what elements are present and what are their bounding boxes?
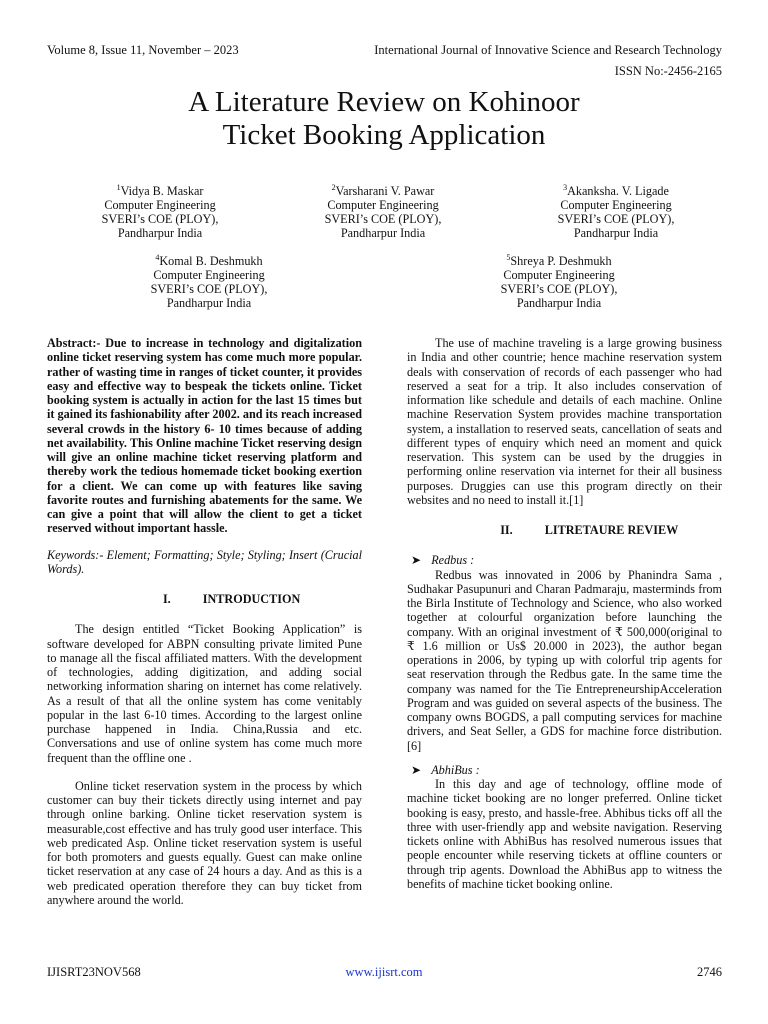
author-1-place: Pandharpur India: [117, 226, 203, 241]
author-2-index: 2: [331, 183, 336, 192]
author-5-index: 5: [506, 253, 511, 262]
section-literature-heading: [407, 523, 722, 537]
author-5-inst: SVERI’s COE (PLOY),: [500, 282, 618, 297]
redbus-heading-text: Redbus :: [431, 553, 475, 568]
author-3-name: Akanksha. V. Ligade: [567, 184, 669, 199]
arrow-bullet-icon: ➤: [411, 762, 422, 777]
abhibus-heading: [407, 763, 722, 777]
author-3-index: 3: [563, 183, 568, 192]
section-1-title: INTRODUCTION: [202, 592, 301, 606]
author-4-place: Pandharpur India: [166, 296, 252, 311]
author-4-dept: Computer Engineering: [153, 268, 265, 283]
author-1-name: Vidya B. Maskar: [120, 184, 204, 199]
journal-name: International Journal of Innovative Science and Research Technology: [374, 43, 722, 57]
paper-code: IJISRT23NOV568: [47, 965, 141, 979]
paper-title: [0, 86, 768, 152]
arrow-bullet-icon: ➤: [411, 553, 422, 568]
author-3-inst: SVERI’s COE (PLOY),: [557, 212, 675, 227]
intro-paragraph-2: Online ticket reservation system in the process by which customer can buy their tickets directly using internet and pay through online barking. Online ticket reservation system is measurable,cost effective and has truly good user interface. This web predicated Asp. Online ticket reservation system is useful for both promoters and guests equally. Guest can make online ticket reservation at any case of 24 hours a day. And as this is a web predicated operation therefore they can buy ticket from anywhere around the world.: [47, 778, 362, 907]
section-1-number: I.: [162, 592, 171, 606]
section-introduction-heading: [47, 592, 362, 606]
author-2: [283, 181, 483, 240]
author-2-name: Varsharani V. Pawar: [335, 184, 435, 199]
abstract: Abstract:- Due to increase in technology and digitalization online ticket reserving system has come much more popular. rather of wasting time in ranges of ticket counter, it provides easy and effective way to bespeak the tickets online. Ticket booking system is actually in action for the last 15 times but it gained its fashionability after 2002. and its reach increased several crowds in the history 6- 10 times because of adding net availability. This Online machine Ticket reserving design will give an online machine ticket reserving platform and thereby work the tedious homemade ticket booking exertion for a client. We can come up with features like saving favorite routes and furnishing abatements for the same. We can give a point that will allow the client to get a ticket reserved without important hassle.: [47, 336, 362, 536]
keywords: Keywords:- Element; Formatting; Style; Styling; Insert (Crucial Words).: [47, 547, 362, 576]
redbus-heading: [407, 553, 722, 567]
right-paragraph-1: The use of machine traveling is a large growing business in India and other countrie; hence machine reservation system deals with conservation of records of each passenger who had reserved a seat for a trip. It also includes conservation of information like schedule and details of each machine. Online machine Reservation System provides machine transportation system, a installation to reserved seats, cancellation of seats and different types of enquiry which need an moment and quick reservation. This system can be used by the druggies in performing online reservation via internet for their all business purposes. Druggies can use this program directly on their websites and no need to install it.[1]: [407, 336, 722, 507]
author-5-name: Shreya P. Deshmukh: [510, 254, 612, 269]
author-5-place: Pandharpur India: [516, 296, 602, 311]
author-1-dept: Computer Engineering: [104, 198, 216, 213]
author-4: [109, 251, 309, 310]
author-1-index: 1: [116, 183, 121, 192]
author-1: [60, 181, 260, 240]
author-5-dept: Computer Engineering: [503, 268, 615, 283]
author-3: [516, 181, 716, 240]
author-1-inst: SVERI’s COE (PLOY),: [101, 212, 219, 227]
issn: ISSN No:-2456-2165: [614, 64, 722, 78]
author-4-inst: SVERI’s COE (PLOY),: [150, 282, 268, 297]
author-2-place: Pandharpur India: [340, 226, 426, 241]
title-line-2: Ticket Booking Application: [222, 119, 546, 151]
section-2-number: II.: [500, 523, 513, 537]
author-3-dept: Computer Engineering: [560, 198, 672, 213]
right-column: [407, 336, 722, 891]
abhibus-heading-text: AbhiBus :: [431, 762, 480, 777]
section-2-title: LITRETAURE REVIEW: [544, 523, 679, 537]
journal-website-link[interactable]: www.ijisrt.com: [345, 965, 423, 979]
author-2-inst: SVERI’s COE (PLOY),: [324, 212, 442, 227]
author-4-name: Komal B. Deshmukh: [159, 254, 263, 269]
intro-paragraph-1: The design entitled “Ticket Booking Application” is software developed for ABPN consulting private limited Pune to manage all the fiscal affiliated matters. With the development of technologies, adding digitization, and adding social networking information sharing on internet has come relatively. As a result of that all the online system has come venitably popular in the last 6-10 times. According to the largest online purchase happened in India. China,Russia and etc. Conversations and use of online system has come much more frequent than the offline one .: [47, 622, 362, 765]
author-5: [459, 251, 659, 310]
page-number: 2746: [697, 965, 722, 979]
abhibus-paragraph: In this day and age of technology, offline mode of machine ticket booking are no longer preferred. Online ticket booking is easy, presto, and hassle-free. Abhibus ticks off all the three with user-friendly app and website navigation. Reserving tickets online with AbhiBus has resolved numerous issues that people encounter while reserving tickets at offline counters or through trip agents. Download the AbhiBus app to witness the benefits of machine ticket booking online.: [407, 777, 722, 891]
title-line-1: A Literature Review on Kohinoor: [188, 86, 580, 118]
author-2-dept: Computer Engineering: [327, 198, 439, 213]
redbus-paragraph: Redbus was innovated in 2006 by Phanindra Sama , Sudhakar Pasupunuri and Charan Padmaraju, masterminds from the Birla Institute of Technology and Science, who also worked together at colourful organization before launching the company. With an original investment of ₹ 500,000(original to ₹ 1.6 million or Us$ 20.000 in 2023), the author began operations in 2006, by typing up with colorful trip agents for seat reservation through the Redbus gate. In the same time the company was named for the Tie EntrepreneurshipAcceleration Program and was guided on several aspects of the business. The company owns BOGDS, a pall computing services for machine drivers, and Seat Seller, a GDS for machine force distribution. [6]: [407, 567, 722, 753]
volume-info: Volume 8, Issue 11, November – 2023: [47, 43, 239, 57]
author-3-place: Pandharpur India: [573, 226, 659, 241]
author-4-index: 4: [155, 253, 160, 262]
left-column: [47, 336, 362, 907]
